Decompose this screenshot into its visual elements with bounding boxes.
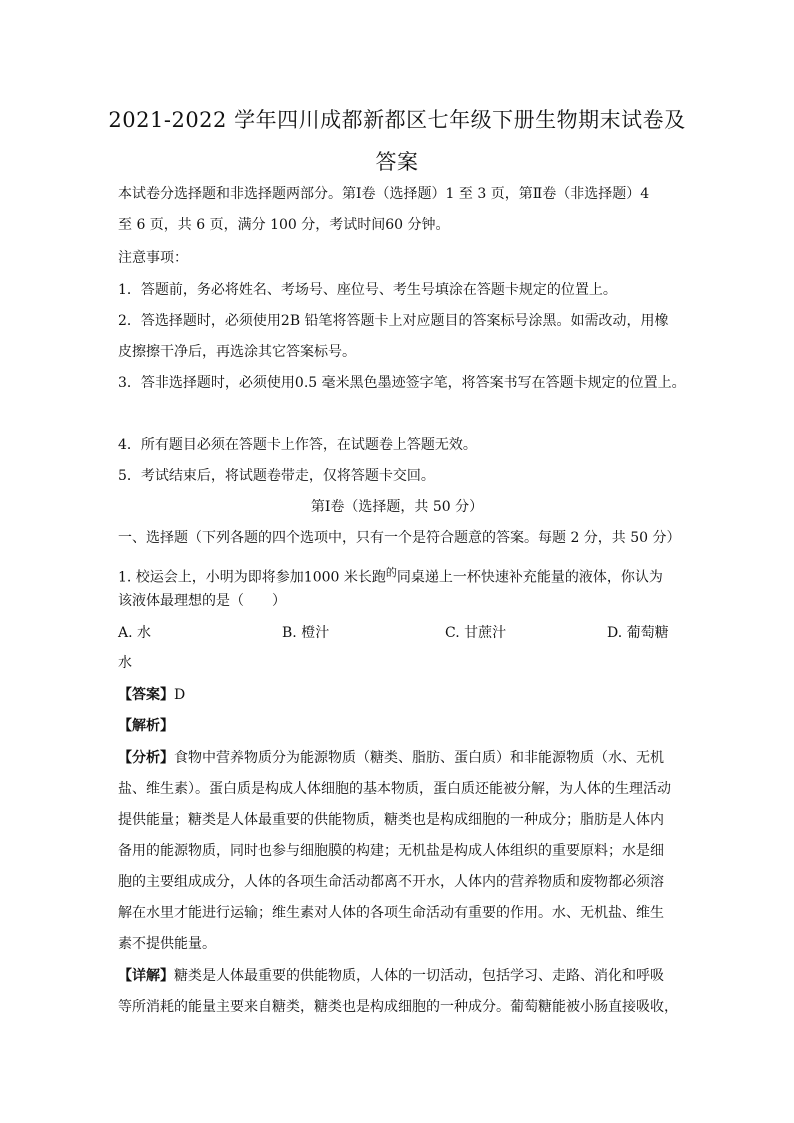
fenxi-line-7: 素不提供能量。 <box>118 936 216 952</box>
note-5: 5．考试结束后，将试题卷带走，仅将答题卡交回。 <box>118 468 435 484</box>
question-1-stem-line-2: 该液体最理想的是（ ） <box>118 593 286 609</box>
answer-label: 【答案】 <box>118 687 174 703</box>
note-2-line-2: 皮擦擦干净后，再选涂其它答案标号。 <box>118 344 356 360</box>
xiangjie-line-2: 等所消耗的能量主要来自糖类，糖类也是构成细胞的一种成分。葡萄糖能被小肠直接吸收， <box>118 999 678 1015</box>
fenxi-text-1: 食物中营养物质分为能源物质（糖类、脂肪、蛋白质）和非能源物质（水、无机 <box>174 750 664 766</box>
note-2-line-1: 2．答选择题时，必须使用2B 铅笔将答题卡上对应题目的答案标号涂黑。如需改动，用橡 <box>118 313 669 329</box>
question-1-stem-sup: 的 <box>385 566 397 579</box>
document-title-line-2: 答案 <box>375 150 419 174</box>
analysis-label <box>118 716 688 736</box>
fenxi-line-3: 提供能量；糖类是人体最重要的供能物质，糖类也是构成细胞的一种成分；脂肪是人体内 <box>118 812 664 828</box>
fenxi-line-2: 盐、维生素）。蛋白质是构成人体细胞的基本物质，蛋白质还能被分解，为人体的生理活动 <box>118 781 671 797</box>
xiangjie-label: 【详解】 <box>118 968 174 984</box>
section-heading: 第Ⅰ卷（选择题，共 50 分） <box>310 499 484 515</box>
option-d-continued: 水 <box>118 655 132 671</box>
notes-heading: 注意事项： <box>118 250 188 266</box>
fenxi-line-5: 胞的主要组成成分，人体的各项生命活动都离不开水，人体内的营养物质和废物都必须溶 <box>118 874 664 890</box>
note-4: 4．所有题目必须在答题卡上作答，在试题卷上答题无效。 <box>118 437 477 453</box>
question-1-stem-part-a: 1. 校运会上，小明为即将参加1000 米长跑 <box>118 569 386 586</box>
note-1: 1．答题前，务必将姓名、考场号、座位号、考生号填涂在答题卡规定的位置上。 <box>118 282 617 298</box>
xiangjie-text-1: 糖类是人体最重要的供能物质，人体的一切活动，包括学习、走路、消化和呼吸 <box>174 968 664 984</box>
intro-line-2: 至 6 页，共 6 页，满分 100 分，考试时间60 分钟。 <box>118 217 450 233</box>
fenxi-label: 【分析】 <box>118 750 174 766</box>
xiangjie-line-1 <box>118 966 688 986</box>
option-b: B. 橙汁 <box>282 625 330 641</box>
intro-line-1: 本试卷分选择题和非选择题两部分。第Ⅰ卷（选择题）1 至 3 页，第Ⅱ卷（非选择题）4 <box>118 186 650 202</box>
document-title-line-1: 2021-2022 学年四川成都新都区七年级下册生物期末试卷及 <box>108 108 686 132</box>
question-1-stem-line-1 <box>118 563 688 588</box>
answer-line <box>118 685 688 705</box>
question-1-stem-part-b: 同桌递上一杯快速补充能量的液体，你认为 <box>396 569 663 586</box>
option-a: A. 水 <box>118 625 152 641</box>
fenxi-line-1 <box>118 748 688 768</box>
fenxi-line-6: 解在水里才能进行运输；维生素对人体的各项生命活动有重要的作用。水、无机盐、维生 <box>118 905 664 921</box>
fenxi-line-4: 备用的能源物质，同时也参与细胞膜的构建；无机盐是构成人体组织的重要原料；水是细 <box>118 843 664 859</box>
option-d: D. 葡萄糖 <box>607 625 669 641</box>
option-c: C. 甘蔗汁 <box>445 625 507 641</box>
analysis-label-text: 【解析】 <box>118 718 174 734</box>
note-3: 3．答非选择题时，必须使用0.5 毫米黑色墨迹签字笔，将答案书写在答题卡规定的位置上。 <box>118 375 686 391</box>
answer-value: D <box>174 687 186 703</box>
section-instruction: 一、选择题（下列各题的四个选项中，只有一个是符合题意的答案。每题 2 分，共 50 分） <box>118 530 681 546</box>
